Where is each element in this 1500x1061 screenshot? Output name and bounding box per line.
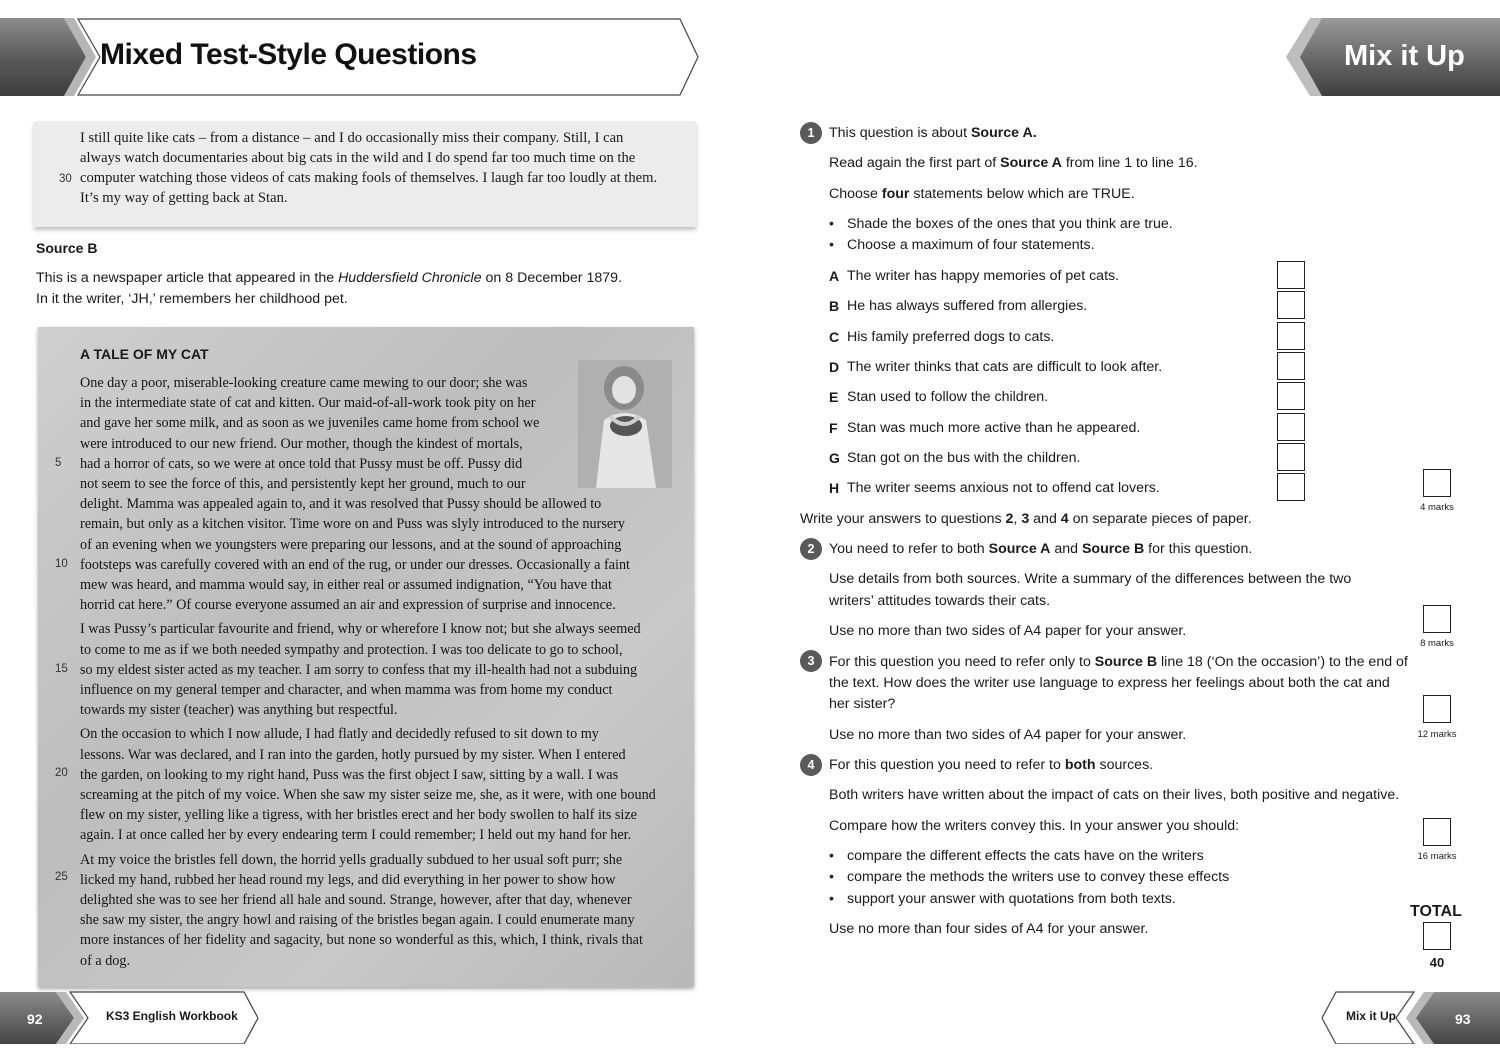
bullet-dot: • <box>829 890 834 906</box>
text: You need to refer to both <box>829 541 989 557</box>
article-line: remain, but only as a kitchen visitor. Time wore on and Puss was slyly introduced to the nursery <box>80 516 625 533</box>
line-number: 10 <box>55 558 68 570</box>
statement-text: The writer seems anxious not to offend cat lovers. <box>847 480 1160 497</box>
question-number-3: 3 <box>800 650 822 672</box>
statement-text: Stan was much more active than he appeared. <box>847 419 1141 436</box>
intro-text: on 8 December 1879. <box>481 270 622 286</box>
q4-line1 <box>829 757 1153 773</box>
text: , <box>1013 511 1022 527</box>
article-line: influence on my general temper and character, and when mamma was from home my conduct <box>80 682 613 698</box>
q3-line1 <box>829 654 1408 670</box>
article-line: in the intermediate state of cat and kitten. Our maid-of-all-work took pity on her <box>80 395 536 412</box>
statement-text: The writer thinks that cats are difficult to look after. <box>847 358 1163 375</box>
article-line: more instances of her fidelity and sagacity, but none so wonderful as this, which, I think, rivals that <box>80 932 643 949</box>
source-b-intro <box>36 270 622 286</box>
page-title: Mixed Test-Style Questions <box>100 38 477 71</box>
excerpt-line: I still quite like cats – from a distance – and I do occasionally miss their company. Still, I can <box>80 130 624 146</box>
publication-name: Huddersfield Chronicle <box>338 270 482 286</box>
article-line: lessons. War was declared, and I ran into the garden, hotly pursued by my sister. When I entered <box>80 746 626 763</box>
bullet-dot: • <box>829 236 834 252</box>
article-line: so my eldest sister acted as my teacher. I am sorry to confess that my ill-health had not a subduing <box>80 661 638 678</box>
q2-line1 <box>829 541 1252 557</box>
total-marks-box[interactable] <box>1423 922 1451 950</box>
line-number: 20 <box>55 767 68 779</box>
q1-marks-box[interactable] <box>1423 469 1451 497</box>
article-line: footsteps was carefully covered with an end of the rug, or under our dresses. Occasionally a faint <box>80 556 630 573</box>
article-line: screaming at the pitch of my voice. When she saw my sister seize me, she, as it were, with one bound <box>80 787 656 803</box>
q4-line3: Compare how the writers convey this. In your answer you should: <box>829 818 1240 834</box>
statement-answer-box[interactable] <box>1277 322 1305 350</box>
q3-marks-box[interactable] <box>1423 695 1451 723</box>
article-line: to come to me as if we both needed sympathy and protection. I was too delicate to go to school, <box>80 641 623 658</box>
q3-line2: the text. How does the writer use language to express her feelings about both the cat and <box>829 675 1390 691</box>
text: and <box>1050 541 1082 557</box>
article-line: of a dog. <box>80 952 131 969</box>
text: on separate pieces of paper. <box>1068 511 1252 527</box>
article-line: she saw my sister, the angry howl and raising of the bristles began again. I could enumerate many <box>80 912 635 929</box>
question-number-4: 4 <box>800 754 822 776</box>
statement-letter: B <box>829 298 840 315</box>
line-number: 5 <box>55 457 62 469</box>
article-line: I was Pussy’s particular favourite and friend, why or wherefore I know not; but she always seemed <box>80 621 641 638</box>
article-line: On the occasion to which I now allude, I had flatly and decidedly refused to sit down to my <box>80 726 599 743</box>
bullet-dot: • <box>829 215 834 231</box>
statement-letter: E <box>829 389 839 406</box>
question-number-1: 1 <box>800 122 822 144</box>
q2-line4: Use no more than two sides of A4 paper for your answer. <box>829 623 1187 639</box>
q1-read-again <box>829 155 1198 171</box>
excerpt-line: It’s my way of getting back at Stan. <box>80 190 288 206</box>
q1-choose <box>829 186 1135 202</box>
article-line: flew on my sister, yelling like a tigress, with her bristles erect and her body swollen to half its size <box>80 807 637 824</box>
article-line: had a horror of cats, so we were at once told that Pussy must be off. Pussy did <box>80 455 523 472</box>
text-bold: 3 <box>1021 511 1030 527</box>
book-title: KS3 English Workbook <box>106 1009 238 1023</box>
q1-intro <box>829 125 1037 141</box>
article-line: of an evening when we youngsters were preparing our lessons, and at the sound of approaching <box>80 536 622 553</box>
text: and <box>1029 511 1061 527</box>
source-a-excerpt <box>34 121 696 227</box>
q1-bullet: Choose a maximum of four statements. <box>847 237 1095 253</box>
q4-marks-box[interactable] <box>1423 818 1451 846</box>
q4-bullet: support your answer with quotations from both texts. <box>847 891 1176 907</box>
line-number: 15 <box>55 663 68 675</box>
total-value: 40 <box>1429 955 1445 970</box>
q2-line2: Use details from both sources. Write a summary of the differences between the two <box>829 571 1352 587</box>
text-bold: Source A. <box>970 125 1037 141</box>
line-number: 30 <box>59 173 72 185</box>
text-bold: both <box>1064 757 1096 773</box>
statement-letter: D <box>829 358 840 375</box>
q2-marks-box[interactable] <box>1423 605 1451 633</box>
statement-answer-box[interactable] <box>1277 291 1305 319</box>
q4-line4: Use no more than four sides of A4 for your answer. <box>829 921 1149 937</box>
statement-answer-box[interactable] <box>1277 473 1305 501</box>
separate-paper-note <box>800 511 1252 527</box>
text-bold: Source B <box>1081 541 1145 557</box>
page-number-right: 93 <box>1455 1011 1471 1027</box>
article-line: mew was heard, and mamma would say, in either real or assumed indignation, “You have that <box>80 577 612 593</box>
article-title: A TALE OF MY CAT <box>80 346 209 362</box>
article-line: again. I at once called her by every endearing term I could remember; I held out my hand for her. <box>80 827 632 844</box>
statement-answer-box[interactable] <box>1277 413 1305 441</box>
text: Choose <box>829 186 882 202</box>
excerpt-line: always watch documentaries about big cats in the wild and I do spend far too much time on the <box>80 150 636 166</box>
text-bold: Source A <box>1000 155 1062 171</box>
article-line: delight. Mamma was appealed again to, and it was resolved that Pussy should be allowed to <box>80 496 602 513</box>
statement-letter: F <box>829 419 838 436</box>
question-number-2: 2 <box>800 538 822 560</box>
source-b-heading: Source B <box>36 240 98 256</box>
statement-letter: C <box>829 328 840 345</box>
line-number: 25 <box>55 871 68 883</box>
article-line: towards my sister (teacher) was anything but respectful. <box>80 702 398 719</box>
article-line: At my voice the bristles fell down, the horrid yells gradually subdued to her usual soft purr; she <box>80 851 623 868</box>
article-line: were introduced to our new friend. Our mother, though the kindest of mortals, <box>80 435 523 452</box>
bullet-dot: • <box>829 847 834 863</box>
text: This question is about <box>829 125 971 141</box>
excerpt-line: computer watching those videos of cats making fools of themselves. I laugh far too loudly at them. <box>80 170 658 186</box>
article-line: and gave her some milk, and as soon as we juveniles came home from school we <box>80 415 540 432</box>
text: For this question you need to refer to <box>829 757 1065 773</box>
statement-answer-box[interactable] <box>1277 261 1305 289</box>
statement-answer-box[interactable] <box>1277 352 1305 380</box>
q2-line3: writers’ attitudes towards their cats. <box>829 593 1051 609</box>
statement-letter: G <box>829 449 840 466</box>
text-bold: Source B <box>1094 654 1158 670</box>
text: For this question you need to refer only to <box>829 654 1095 670</box>
article-line: horrid cat here.” Of course everyone assumed an air and expression of surprise and innocence. <box>80 597 616 614</box>
bullet-dot: • <box>829 868 834 884</box>
text: Read again the first part of <box>829 155 1001 171</box>
total-label: TOTAL <box>1410 903 1462 920</box>
statement-answer-box[interactable] <box>1277 382 1305 410</box>
girl-holding-cat-photo <box>578 360 672 488</box>
text: line 18 (‘On the occasion’) to the end of <box>1157 654 1408 670</box>
statement-letter: A <box>829 268 840 284</box>
text-bold: 4 <box>1060 511 1069 527</box>
section-tab-title: Mix it Up <box>1344 40 1465 72</box>
text-bold: four <box>881 186 910 202</box>
article-line: the garden, on looking to my right hand, Puss was the first object I saw, sitting by a wall. I was <box>80 766 619 783</box>
article-line: One day a poor, miserable-looking creature came mewing to our door; she was <box>80 375 528 391</box>
q3-line3: her sister? <box>829 696 896 712</box>
statement-text: His family preferred dogs to cats. <box>847 328 1055 345</box>
text-bold: 2 <box>1005 511 1014 527</box>
source-b-intro-line2: In it the writer, ‘JH,’ remembers her childhood pet. <box>36 291 348 307</box>
statement-answer-box[interactable] <box>1277 443 1305 471</box>
q4-marks-label: 16 marks <box>1417 851 1457 862</box>
intro-text: This is a newspaper article that appeared in the <box>36 270 339 286</box>
text: for this question. <box>1144 541 1253 557</box>
statement-text: Stan got on the bus with the children. <box>847 449 1081 466</box>
text-bold: Source A <box>988 541 1051 557</box>
article-line: delighted she was to see her friend all hale and sound. Strange, however, after that day, whenever <box>80 892 632 908</box>
text: from line 1 to line 16. <box>1061 155 1198 171</box>
text: Write your answers to questions <box>800 511 1006 527</box>
text: statements below which are TRUE. <box>909 186 1135 202</box>
q1-marks-label: 4 marks <box>1420 502 1454 513</box>
article-line: licked my hand, rubbed her head round my legs, and did everything in her power to show how <box>80 871 616 888</box>
q3-marks-label: 12 marks <box>1417 729 1457 740</box>
q3-line4: Use no more than two sides of A4 paper for your answer. <box>829 727 1187 743</box>
q1-bullet: Shade the boxes of the ones that you think are true. <box>847 216 1173 232</box>
footer-section-title: Mix it Up <box>1346 1009 1396 1023</box>
q4-bullet: compare the different effects the cats have on the writers <box>847 848 1204 864</box>
statement-text: The writer has happy memories of pet cats. <box>847 268 1120 284</box>
text: sources. <box>1095 757 1154 773</box>
article-line: not seem to see the force of this, and persistently kept her ground, much to our <box>80 476 526 492</box>
statement-letter: H <box>829 480 840 497</box>
page-number-left: 92 <box>27 1011 43 1027</box>
q4-bullet: compare the methods the writers use to convey these effects <box>847 869 1230 885</box>
q4-line2: Both writers have written about the impact of cats on their lives, both positive and negative. <box>829 787 1400 803</box>
statement-text: Stan used to follow the children. <box>847 389 1049 406</box>
q2-marks-label: 8 marks <box>1420 638 1454 649</box>
statement-text: He has always suffered from allergies. <box>847 298 1088 315</box>
